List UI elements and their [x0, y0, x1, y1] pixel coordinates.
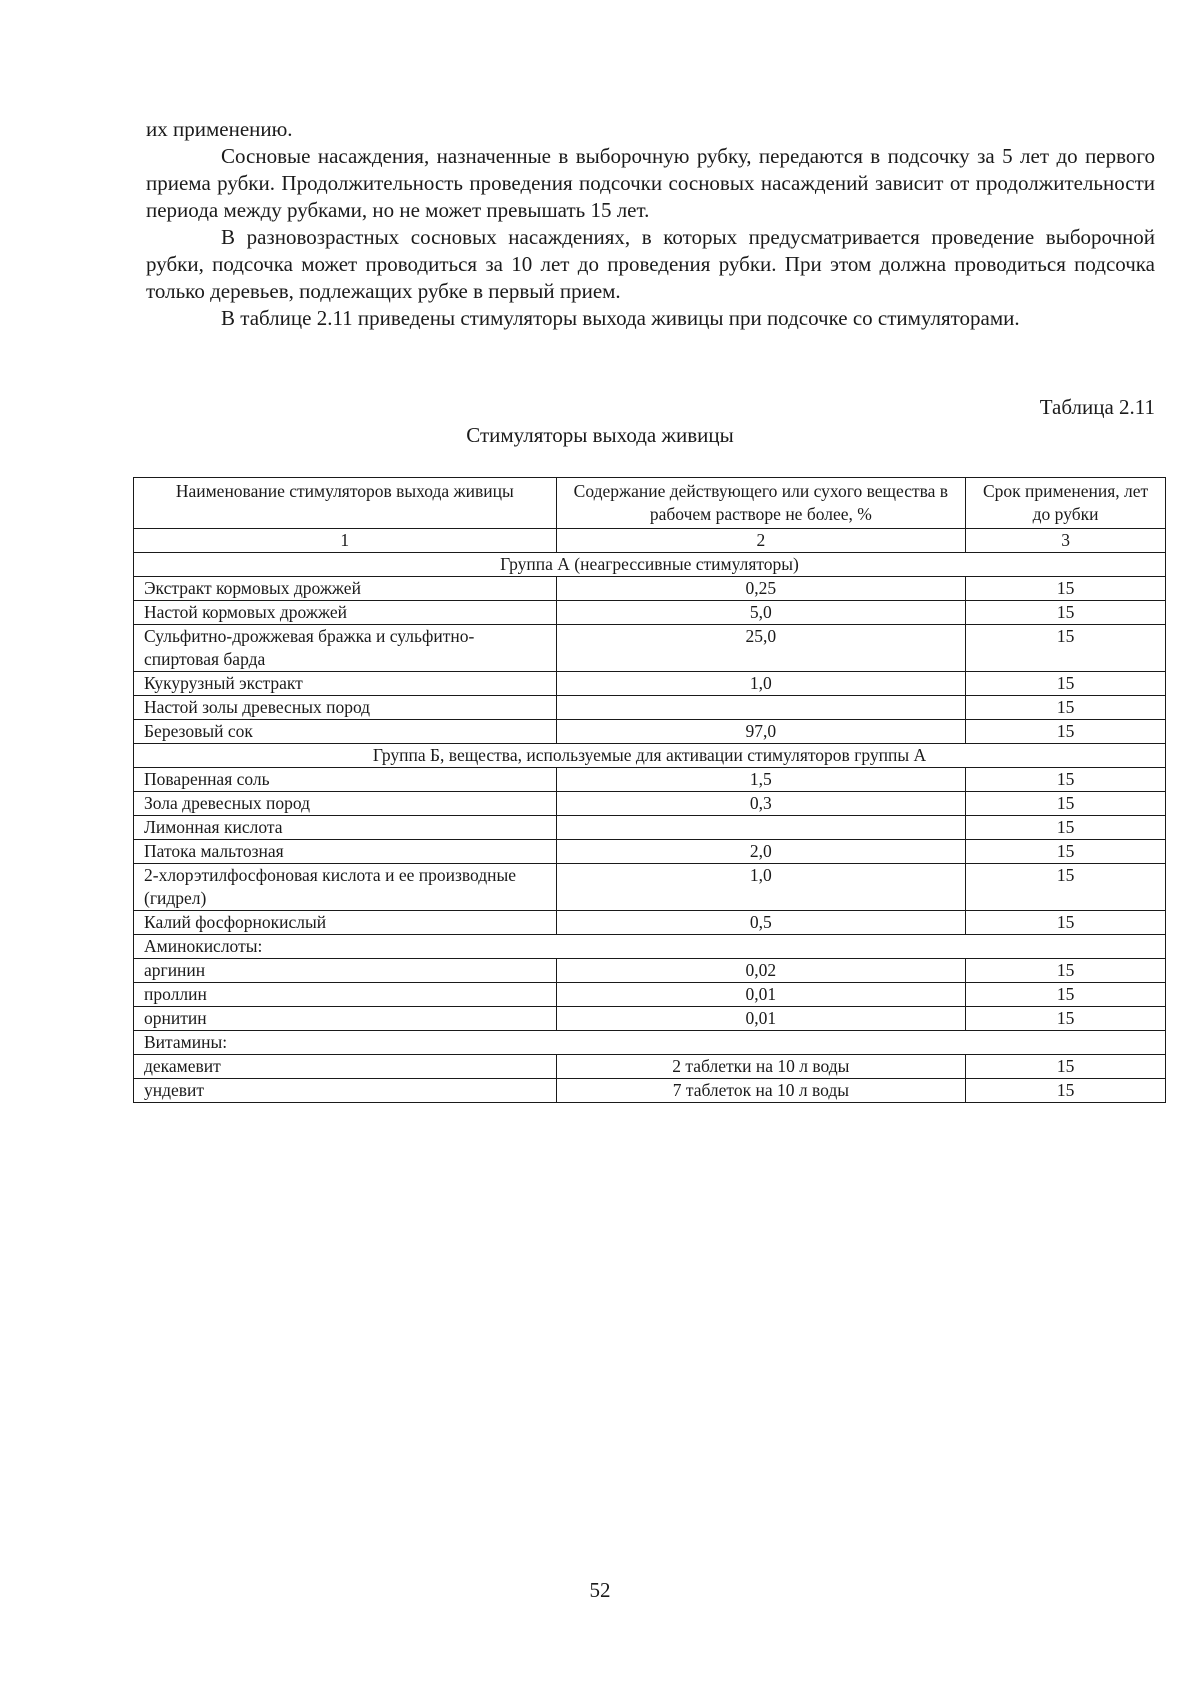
- column-number: 2: [556, 529, 966, 553]
- cell-name: орнитин: [134, 1007, 557, 1031]
- cell-name: Поваренная соль: [134, 768, 557, 792]
- table-row: [134, 840, 1166, 864]
- cell-name: Кукурузный экстракт: [134, 672, 557, 696]
- page-number: 52: [589, 1578, 611, 1602]
- cell-term: 15: [966, 1079, 1166, 1103]
- cell-name: Экстракт кормовых дрожжей: [134, 577, 557, 601]
- cell-term: 15: [966, 840, 1166, 864]
- cell-content: 1,0: [556, 864, 966, 911]
- cell-content: 0,5: [556, 911, 966, 935]
- cell-content: 97,0: [556, 720, 966, 744]
- cell-content: 0,01: [556, 983, 966, 1007]
- cell-term: 15: [966, 1007, 1166, 1031]
- vitamins-header: [134, 1031, 1166, 1055]
- header-name: Наименование стимуляторов выхода живицы: [134, 478, 557, 529]
- table-title: Стимуляторы выхода живицы: [466, 423, 734, 447]
- column-number: 1: [134, 529, 557, 553]
- cell-term: 15: [966, 768, 1166, 792]
- cell-term: 15: [966, 696, 1166, 720]
- cell-term: 15: [966, 864, 1166, 911]
- cell-name: Сульфитно-дрожжевая бражка и сульфитно-спиртовая барда: [134, 625, 557, 672]
- cell-content: [556, 696, 966, 720]
- cell-term: 15: [966, 625, 1166, 672]
- group-b-header: [134, 744, 1166, 768]
- cell-content: 0,3: [556, 792, 966, 816]
- cell-content: 25,0: [556, 625, 966, 672]
- table-row: [134, 816, 1166, 840]
- group-b-title: Группа Б, вещества, используемые для активации стимуляторов группы А: [134, 744, 1166, 768]
- column-number-row: [134, 529, 1166, 553]
- cell-name: Калий фосфорнокислый: [134, 911, 557, 935]
- amino-acids-title: Аминокислоты:: [134, 935, 1166, 959]
- table-row: [134, 792, 1166, 816]
- stimulators-table: [133, 477, 1166, 1103]
- table-row: [134, 864, 1166, 911]
- column-number: 3: [966, 529, 1166, 553]
- cell-term: 15: [966, 816, 1166, 840]
- cell-term: 15: [966, 601, 1166, 625]
- vitamins-title: Витамины:: [134, 1031, 1166, 1055]
- cell-name: 2-хлорэтилфосфоновая кислота и ее производные (гидрел): [134, 864, 557, 911]
- table-row: [134, 1055, 1166, 1079]
- cell-term: 15: [966, 1055, 1166, 1079]
- cell-content: 7 таблеток на 10 л воды: [556, 1079, 966, 1103]
- cell-term: 15: [966, 959, 1166, 983]
- cell-content: 2 таблетки на 10 л воды: [556, 1055, 966, 1079]
- table-row: [134, 696, 1166, 720]
- cell-name: декамевит: [134, 1055, 557, 1079]
- cell-term: 15: [966, 577, 1166, 601]
- cell-content: 1,5: [556, 768, 966, 792]
- table-row: [134, 720, 1166, 744]
- group-a-title: Группа А (неагрессивные стимуляторы): [134, 553, 1166, 577]
- table-row: [134, 983, 1166, 1007]
- cell-content: 0,01: [556, 1007, 966, 1031]
- cell-content: 5,0: [556, 601, 966, 625]
- table-row: [134, 601, 1166, 625]
- cell-term: 15: [966, 720, 1166, 744]
- cell-name: Настой золы древесных пород: [134, 696, 557, 720]
- table-row: [134, 577, 1166, 601]
- paragraph-2: Сосновые насаждения, назначенные в выборочную рубку, передаются в подсочку за 5 лет до первого приема рубки. Продолжительность проведения подсочки сосновых насаждений зависит от продолжительности периода между рубками, но не может превышать 15 лет.: [146, 144, 1155, 222]
- header-term: Срок применения, лет до рубки: [966, 478, 1166, 529]
- table-row: [134, 911, 1166, 935]
- amino-acids-header: [134, 935, 1166, 959]
- cell-term: 15: [966, 911, 1166, 935]
- paragraph-1: их применению.: [146, 117, 293, 141]
- cell-name: аргинин: [134, 959, 557, 983]
- table-label: Таблица 2.11: [1039, 395, 1155, 419]
- table-row: [134, 625, 1166, 672]
- cell-name: проллин: [134, 983, 557, 1007]
- cell-term: 15: [966, 983, 1166, 1007]
- cell-name: Патока мальтозная: [134, 840, 557, 864]
- cell-content: 0,25: [556, 577, 966, 601]
- header-content: Содержание действующего или сухого вещества в рабочем растворе не более, %: [556, 478, 966, 529]
- paragraph-3: В разновозрастных сосновых насаждениях, в которых предусматривается проведение выборочной рубки, подсочка может проводиться за 10 лет до проведения рубки. При этом должна проводиться подсочка только деревьев, подлежащих рубке в первый прием.: [146, 225, 1155, 303]
- table-header-row: [134, 478, 1166, 529]
- table-row: [134, 1079, 1166, 1103]
- cell-name: Зола древесных пород: [134, 792, 557, 816]
- cell-name: Лимонная кислота: [134, 816, 557, 840]
- table-row: [134, 959, 1166, 983]
- cell-content: 0,02: [556, 959, 966, 983]
- group-a-header: [134, 553, 1166, 577]
- table-row: [134, 672, 1166, 696]
- cell-term: 15: [966, 792, 1166, 816]
- cell-name: ундевит: [134, 1079, 557, 1103]
- cell-name: Настой кормовых дрожжей: [134, 601, 557, 625]
- cell-term: 15: [966, 672, 1166, 696]
- paragraph-4: В таблице 2.11 приведены стимуляторы выхода живицы при подсочке со стимуляторами.: [221, 306, 1020, 330]
- table-row: [134, 1007, 1166, 1031]
- cell-content: 1,0: [556, 672, 966, 696]
- cell-content: 2,0: [556, 840, 966, 864]
- cell-name: Березовый сок: [134, 720, 557, 744]
- body-text: [146, 116, 1155, 332]
- cell-content: [556, 816, 966, 840]
- table-row: [134, 768, 1166, 792]
